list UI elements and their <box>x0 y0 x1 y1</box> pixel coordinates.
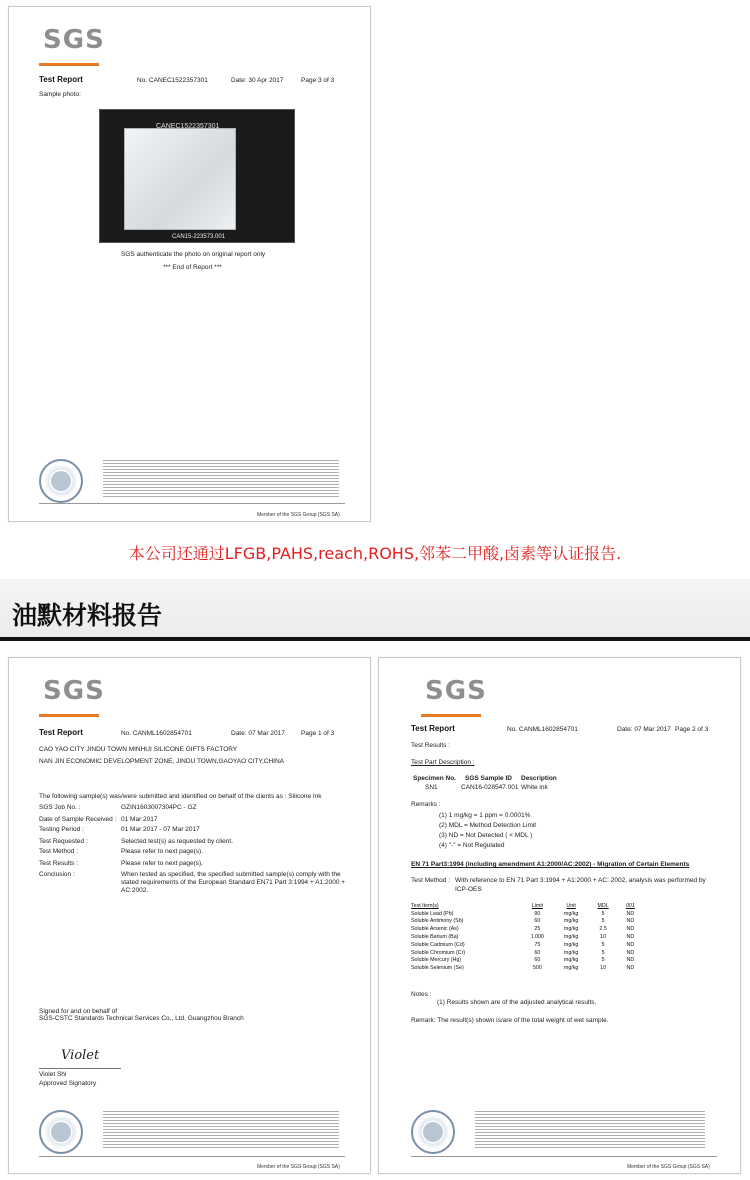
report-page: Page 2 of 3 <box>675 726 709 733</box>
info-label: Testing Period : <box>39 826 84 833</box>
conclusion-line: When tested as specified, the specified submitted sample(s) comply with the <box>121 871 341 878</box>
info-label: Test Requested : <box>39 838 88 845</box>
specimen-header: Specimen No. <box>413 775 456 782</box>
cell: ND <box>626 941 635 948</box>
specimen-header: SGS Sample ID <box>465 775 512 782</box>
test-part-description-label: Test Part Description : <box>411 759 475 766</box>
cell: ND <box>626 949 635 956</box>
cell: mg/kg <box>563 949 579 956</box>
remark-line: (2) MDL = Method Detection Limit <box>439 822 537 829</box>
signature-rule <box>39 1068 121 1069</box>
signing-company: SGS-CSTC Standards Technical Services Co., Ltd. Guangzhou Branch <box>39 1015 244 1022</box>
cell: 5 <box>601 949 605 956</box>
cell: ND <box>626 910 635 917</box>
client-company: CAO YAO CITY JINDU TOWN MINHUI SILICONE GIFTS FACTORY <box>39 746 238 753</box>
cell: ND <box>626 926 635 933</box>
col-header: Unit <box>566 902 576 909</box>
cell: Soluble Selenium (Se) <box>411 965 464 972</box>
cell: Soluble Lead (Pb) <box>411 910 454 917</box>
cell: 10 <box>600 965 607 972</box>
report-page-2-of-3 <box>378 657 741 1174</box>
report-page-3-of-3 <box>8 6 371 522</box>
footer-rule <box>39 503 345 504</box>
table-row <box>411 957 643 965</box>
cell: 5 <box>601 910 605 917</box>
table-row <box>411 910 643 918</box>
legal-fineprint <box>103 1110 339 1150</box>
results-header-row <box>411 902 643 910</box>
sample-photo <box>99 109 295 243</box>
cell: 500 <box>532 965 542 972</box>
member-footer: Member of the SGS Group (SGS SA) <box>257 512 340 518</box>
report-page: Page 1 of 3 <box>301 730 335 737</box>
results-table <box>411 902 643 972</box>
client-address: NAN JIN ECONOMIC DEVELOPMENT ZONE, JINDU TOWN,GAOYAO CITY,CHINA <box>39 758 284 765</box>
report-number: No. CANEC1522357301 <box>137 77 208 84</box>
signed-on-behalf: Signed for and on behalf of <box>39 1008 118 1015</box>
test-method-line: ICP-OES <box>455 886 482 893</box>
report-page: Page 3 of 3 <box>301 77 335 84</box>
cell: ND <box>626 957 635 964</box>
cell: Soluble Mercury (Hg) <box>411 957 462 964</box>
info-label: Test Results : <box>39 860 79 867</box>
signer-name: Violet Shi <box>39 1071 67 1078</box>
cell: mg/kg <box>563 910 579 917</box>
cell: 60 <box>534 918 541 925</box>
cell: Soluble Chromium (Cr) <box>411 949 466 956</box>
notes-line: (1) Results shown are of the adjusted analytical results. <box>437 999 597 1006</box>
conclusion-line: AC:2002. <box>121 887 149 894</box>
cell: mg/kg <box>563 941 579 948</box>
col-header: Limit <box>531 902 543 909</box>
member-footer: Member of the SGS Group (SGS SA) <box>257 1164 340 1170</box>
info-value: 01 Mar 2017 - 07 Mar 2017 <box>121 826 200 833</box>
table-row <box>411 949 643 957</box>
report-page-1-of-3 <box>8 657 371 1174</box>
info-label: Date of Sample Received : <box>39 816 117 823</box>
report-title: Test Report <box>39 75 83 84</box>
cell: mg/kg <box>563 965 579 972</box>
report-date: Date: 30 Apr 2017 <box>231 77 284 84</box>
sample-photo-label: Sample photo: <box>39 91 81 98</box>
info-value: Please refer to next page(s). <box>121 848 204 855</box>
info-value: GZIN1603007304PC - GZ <box>121 804 197 811</box>
col-header: Test Item(s) <box>411 902 439 909</box>
cell: ND <box>626 918 635 925</box>
cell: 5 <box>601 957 605 964</box>
member-footer: Member of the SGS Group (SGS SA) <box>627 1164 710 1170</box>
col-header: 001 <box>625 902 635 909</box>
cell: ND <box>626 965 635 972</box>
cell: 1,000 <box>530 934 544 941</box>
specimen-cell: CAN16-028547.001 <box>461 784 519 791</box>
table-row <box>411 964 643 972</box>
sgs-logo: SGS <box>43 25 105 55</box>
standard-heading: EN 71 Part3:1994 (including amendment A1:2000/AC:2002) - Migration of Certain Elements <box>411 861 690 868</box>
cell: Soluble Barium (Ba) <box>411 934 459 941</box>
logo-underline <box>39 63 99 66</box>
cell: mg/kg <box>563 934 579 941</box>
remarks-label: Remarks : <box>411 801 441 808</box>
sample-intro: The following sample(s) was/were submitted and identified on behalf of the clients as : Silicone Ink <box>39 793 322 800</box>
remark-line: (3) ND = Not Detected ( < MDL ) <box>439 832 533 839</box>
handwritten-signature: Violet <box>61 1048 100 1063</box>
specimen-cell: White ink <box>521 784 548 791</box>
specimen-cell: SN1 <box>425 784 438 791</box>
cell: 2.5 <box>599 926 607 933</box>
info-value: Please refer to next page(s). <box>121 860 204 867</box>
photo-authenticate-note: SGS authenticate the photo on original report only <box>121 251 266 258</box>
report-header <box>39 75 83 84</box>
report-number: No. CANML1602854701 <box>121 730 192 737</box>
test-results-label: Test Results : <box>411 742 451 749</box>
cell: Soluble Arsenic (As) <box>411 926 459 933</box>
cell: 5 <box>601 918 605 925</box>
cell: 25 <box>534 926 541 933</box>
table-row <box>411 941 643 949</box>
cell: mg/kg <box>563 926 579 933</box>
report-title: Test Report <box>39 728 83 737</box>
sgs-seal-icon <box>411 1110 455 1154</box>
end-of-report: *** End of Report *** <box>163 264 222 271</box>
logo-underline <box>421 714 481 717</box>
cell: 10 <box>600 934 607 941</box>
report-number: No. CANML1602854701 <box>507 726 578 733</box>
sgs-seal-icon <box>39 1110 83 1154</box>
legal-fineprint <box>475 1110 705 1150</box>
cell: Soluble Antimony (Sb) <box>411 918 464 925</box>
cell: 90 <box>534 910 541 917</box>
remark-line: (1) 1 mg/kg = 1 ppm = 0.0001% <box>439 812 531 819</box>
report-header <box>411 724 455 733</box>
info-value: Selected test(s) as requested by client. <box>121 838 234 845</box>
cell: 75 <box>534 941 541 948</box>
cell: 60 <box>534 957 541 964</box>
section-title: 油默材料报告 <box>12 601 163 630</box>
table-row <box>411 925 643 933</box>
sgs-seal-icon <box>39 459 83 503</box>
notes-label: Notes : <box>411 991 432 998</box>
cell: mg/kg <box>563 957 579 964</box>
sgs-logo: SGS <box>425 676 487 706</box>
specimen-header: Description <box>521 775 557 782</box>
conclusion-line: stated requirements of the European Standard EN71 Part 3:1994 + A1:2000 + <box>121 879 346 886</box>
section-underline <box>0 637 750 641</box>
footer-rule <box>39 1156 345 1157</box>
footer-rule <box>411 1156 717 1157</box>
report-header <box>39 728 83 737</box>
signer-title: Approved Signatory <box>39 1080 97 1087</box>
table-row <box>411 918 643 926</box>
conclusion-label: Conclusion : <box>39 871 75 878</box>
remark-line: (4) "-" = Not Regulated <box>439 842 505 849</box>
logo-underline <box>39 714 99 717</box>
info-value: 01 Mar 2017 <box>121 816 158 823</box>
cell: ND <box>626 934 635 941</box>
report-title: Test Report <box>411 724 455 733</box>
report-date: Date: 07 Mar 2017 <box>617 726 671 733</box>
report-date: Date: 07 Mar 2017 <box>231 730 285 737</box>
info-label: SGS Job No. : <box>39 804 81 811</box>
sgs-logo: SGS <box>43 676 105 706</box>
remark-line: Remark: The result(s) shown is/are of the total weight of wet sample. <box>411 1017 609 1024</box>
legal-fineprint <box>103 459 339 499</box>
silicone-sample-square <box>124 128 236 230</box>
photo-id-top: CANEC1522357301 <box>156 123 220 130</box>
col-header: MDL <box>597 902 609 909</box>
table-row <box>411 933 643 941</box>
photo-id-bottom: CAN15-223573.001 <box>172 234 226 240</box>
certification-caption: 本公司还通过LFGB,PAHS,reach,ROHS,邻苯二甲酸,卤素等认证报告. <box>128 544 622 563</box>
cell: 60 <box>534 949 541 956</box>
cell: Soluble Cadmium (Cd) <box>411 941 465 948</box>
cell: 5 <box>601 941 605 948</box>
test-method-line: With reference to EN 71 Part 3:1994 + A1:2000 + AC: 2002, analysis was performed by <box>455 877 706 884</box>
test-method-label: Test Method : <box>411 877 451 884</box>
info-label: Test Method : <box>39 848 79 855</box>
cell: mg/kg <box>563 918 579 925</box>
